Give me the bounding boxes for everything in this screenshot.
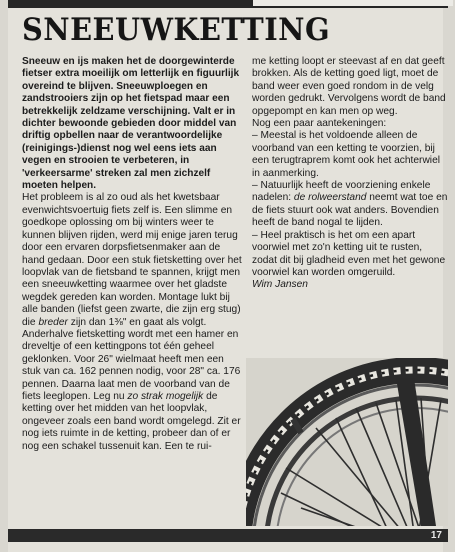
notes-intro: Nog een paar aantekeningen: [252,118,387,130]
left-column [22,56,244,453]
note-2-text-a: – Natuurlijk heeft de voorziening enkele nadelen: [252,180,431,204]
page-number: 17 [430,530,442,541]
note-2 [252,180,448,230]
body-text-a: Het probleem is al zo oud als het kwetsbaar evenwichtsvoertuig fiets zelf is. Een slimme en goedkope oplossing om bij winters weer te kunnen blijven rijden, werd mij enige jaren terug door een ervaren dorpsfietsenmaker aan de hand gedaan. Door een stuk fietsketting over het loopvlak van de fietsband te spannen, krijgt men een sneeuwketting waarmee over het gladste wegdek gereden kan worden. Montage lukt bij alle banden (liefst geen zwarte, die zijn erg stug) die [22,192,242,328]
body-continuation: me ketting loopt er steevast af en dat geeft brokken. Als de ketting goed ligt, moet de band weer even goed rondom in de velg worden gedrukt. Vervolgens wordt de band opgepompt en kan men op weg. [252,56,446,117]
top-rule-gap [253,0,453,6]
body-text-c: de ketting over het midden van het loopvlak, ongeveer zoals een band wordt omgelegd. Zit er nog iets ruimte in de ketting, probeer dan of er nog een schakel tussenuit kan. Een te rui- [22,390,241,452]
bottom-rule [8,529,448,542]
body-text-breder: breder [38,316,68,328]
body-paragraph [22,192,244,453]
article-title: SNEEUWKETTING [22,12,331,48]
lead-paragraph: Sneeuw en ijs maken het de doorgewinterde fietser extra moeilijk om letterlijk en figuurlijk overeind te blijven. Sneeuwploegen en zandstrooiers zijn op het fietspad maar een betrekkelijk zeldzame verschijning. Valt er in dichter bewoonde gebieden door middel van driftig opbellen naar de verantwoordelijke (reinigings-)dienst nog wel eens iets aan vegen en strooien te verbeteren, in 'verkeersarme' streken zal men zichzelf moeten helpen. [22,56,240,192]
note-1: – Meestal is het voldoende alleen de voorband van een ketting te voorzien, bij een terugtraprem komt ook het achterwiel in aanmerking. [252,130,440,179]
body-text-b: zijn dan 1⅜" en gaat als volgt. Anderhalve fietsketting wordt met een hamer en dreveltje of een kettingpons tot één geheel geklonken. Voor 26" wielmaat heeft men een stuk van ca. 162 pennen nodig, voor 28" ca. 176 pennen. Daarna laat men de voorband van de fiets leeglopen. Leg nu [22,316,241,402]
wheel-chain-icon [246,358,448,526]
author-signature: Wim Jansen [252,279,308,291]
right-column [252,56,448,292]
note-3: – Heel praktisch is het om een apart voorwiel met zo'n ketting uit te rusten, zodat dit bij gladheid even met het gewone voorwiel kan worden omgeruild. [252,229,446,278]
body-text-strak: zo strak mogelijk [127,390,204,402]
chain-wheel-illustration [246,358,448,526]
note-2-text-b: neemt wat toe en de fiets stuurt ook wat anders. Bovendien heeft de band nogal te lijden. [252,192,448,229]
magazine-page [8,0,448,552]
note-2-italic: de rolweerstand [293,192,367,204]
